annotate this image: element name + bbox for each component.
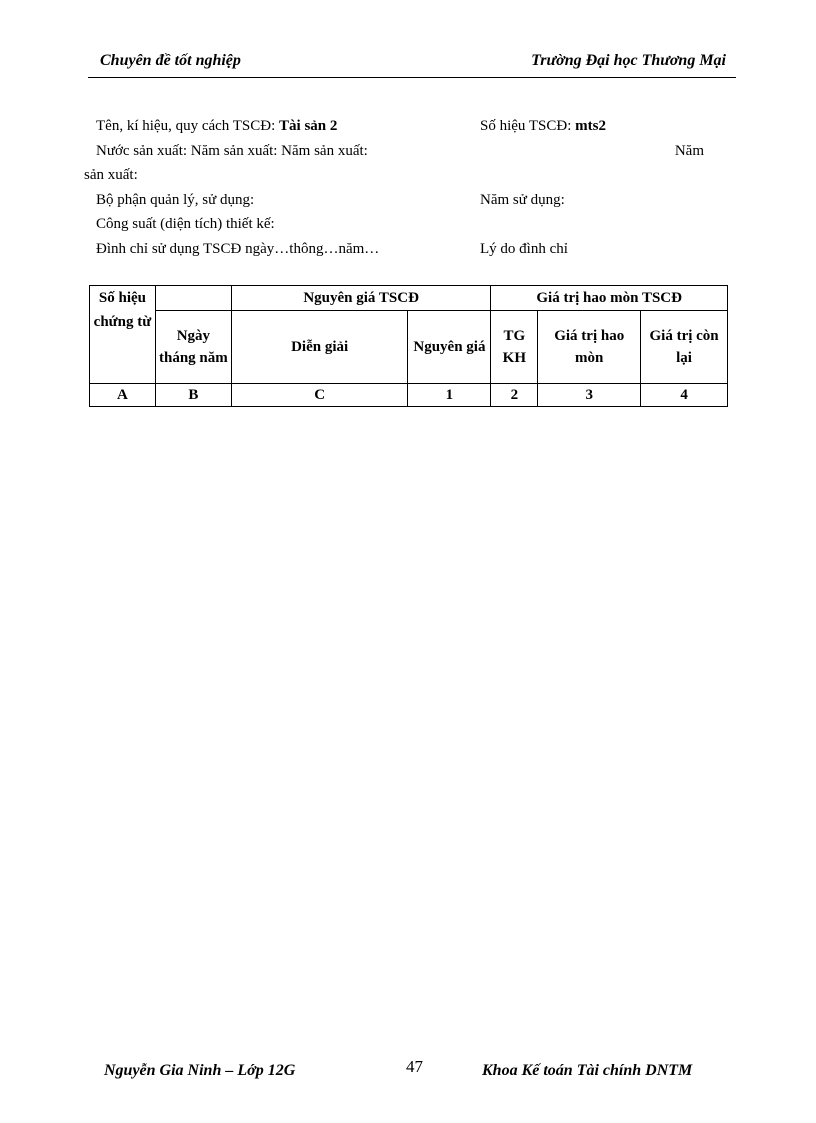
page-number: 47 [406,1057,423,1076]
table-header-row-2 [90,311,728,384]
header-left-title: Chuyên đề tốt nghiệp [100,52,241,69]
info-row-suspend [96,237,716,262]
origin-right-label: Năm [674,142,704,159]
info-row-origin [96,139,716,164]
header-gia-tri-con-lai: Giá trị còn lại [641,311,728,384]
reason-label: Lý do đình chỉ [480,240,568,257]
asset-code-value: mts2 [575,118,606,134]
code-cell-1: 1 [408,384,491,407]
footer-department: Khoa Kế toán Tài chính DNTM [482,1062,693,1079]
code-cell-3: 3 [538,384,641,407]
asset-ledger-table [89,285,728,407]
table-code-row [90,384,728,407]
header-so-hieu-chung-tu: Số hiệu chứng từ [90,286,156,384]
year-use-label: Năm sử dụng: [480,191,565,208]
code-cell-b: B [155,384,231,407]
origin-wrap-label: sản xuất: [84,167,138,183]
header-blank-cell [155,286,231,311]
asset-code [480,114,606,139]
info-row-name [96,114,716,139]
code-cell-4: 4 [641,384,728,407]
header-nguyen-gia: Nguyên giá [408,311,491,384]
table-header-row-1 [90,286,728,311]
asset-name-label: Tên, kí hiệu, quy cách TSCĐ: [96,118,276,134]
code-cell-a: A [90,384,156,407]
info-row-dept [96,188,716,213]
info-row-capacity [96,212,716,237]
capacity-label: Công suất (diện tích) thiết kế: [96,216,275,232]
header-nguyen-gia-group: Nguyên giá TSCĐ [231,286,491,311]
code-cell-c: C [231,384,408,407]
origin-label: Nước sản xuất: Năm sản xuất: Năm sản xuất: [96,142,368,159]
suspend-label: Đình chỉ sử dụng TSCĐ ngày…thông…năm… [96,240,380,257]
header-dien-giai: Diễn giải [231,311,408,384]
code-cell-2: 2 [491,384,538,407]
header-hao-mon-group: Giá trị hao mòn TSCĐ [491,286,728,311]
header-divider [88,77,736,78]
header-right-title: Trường Đại học Thương Mại [531,52,726,69]
header-gia-tri-hao-mon: Giá trị hao mòn [538,311,641,384]
asset-name-value: Tài sản 2 [279,118,338,134]
header-ngay-thang-nam: Ngày tháng năm [155,311,231,384]
header-tg-kh: TG KH [491,311,538,384]
asset-info-block [84,114,716,261]
asset-code-label: Số hiệu TSCĐ: [480,118,572,134]
info-row-origin-wrap [84,163,716,188]
footer-author: Nguyễn Gia Ninh – Lớp 12G [104,1062,296,1079]
dept-label: Bộ phận quản lý, sử dụng: [96,191,255,208]
